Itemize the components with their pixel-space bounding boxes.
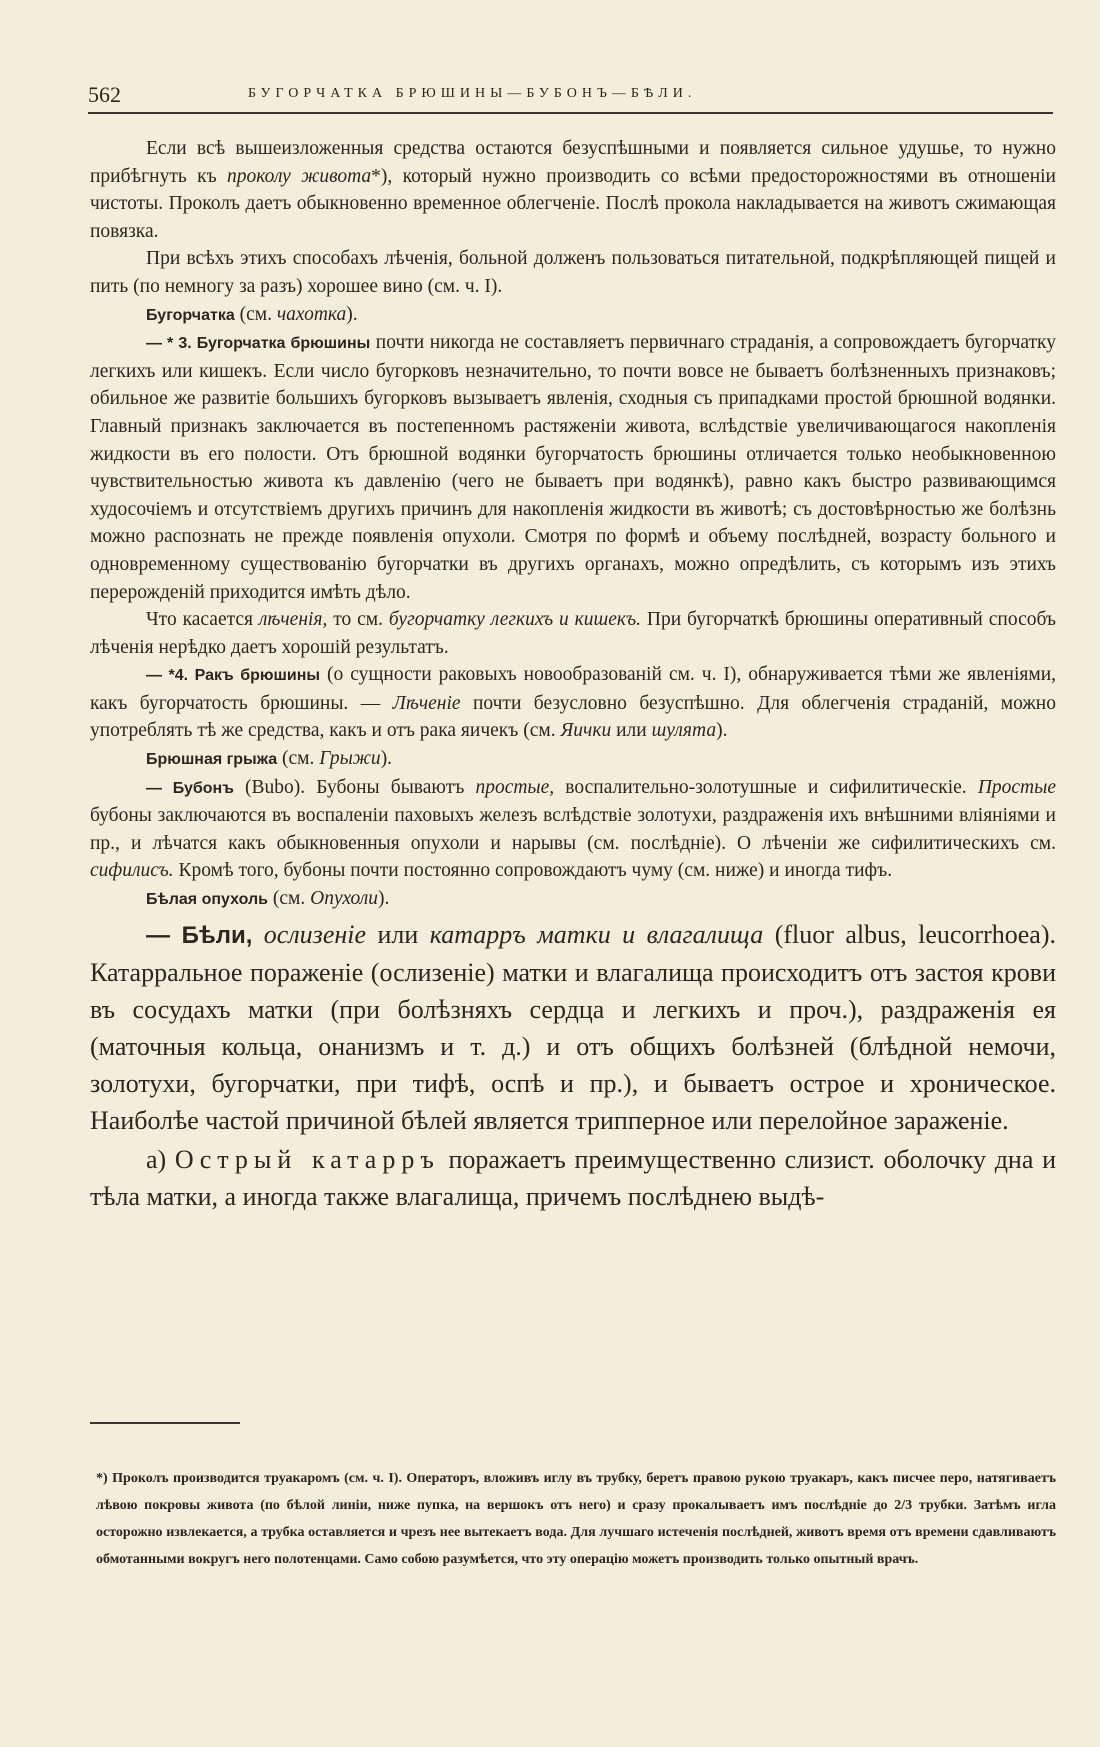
entry-bubo: — Бубонъ (Bubo). Бубоны бываютъ простые, воспалительно-золотушные и сифилитическіе. Простые бубоны заключаются въ воспаленіи паховыхъ железъ вслѣдствіе золотухи, раздраженія ихъ внѣшними вліяніями и пр., и лѣчатся какъ обыкновенныя опухоли и нарывы (см. послѣдніе). О лѣченіи же сифилитическихъ см. сифилисъ. Кромѣ того, бубоны почти постоянно сопровождаютъ чуму (см. ниже) и иногда тифъ. bbox=[90, 776, 1056, 882]
page-number: 562 bbox=[88, 82, 121, 107]
entry-chahotka: Бугорчатка (см. чахотка). bbox=[146, 303, 358, 325]
entry-leucorrhoea: — Бѣли, ослизеніе или катарръ матки и влагалища (fluor albus, leucorrhoea). Катарральное пораженіе (ослизеніе) матки и влагалища происходитъ отъ застоя крови въ сосудахъ матки (при болѣзняхъ сердца и легкихъ и проч.), раздраженія ея (маточныя кольца, онанизмъ и т. д.) и отъ общихъ болѣзней (блѣдной немочи, золотухи, бугорчатки, при тифѣ, оспѣ и пр.), и бываетъ острое и хроническое. Наиболѣе частой причиной бѣлей является трипперное или перелойное зараженіе. bbox=[90, 919, 1056, 1135]
paragraph-acute-catarrh: а) Острый катарръ поражаетъ преимущественно слизист. оболочку дна и тѣла матки, а иногда также влагалища, причемъ послѣднею выдѣ- bbox=[90, 1144, 1056, 1211]
entry-tuberculosis-peritoneum: — * 3. Бугорчатка брюшины почти никогда не составляетъ первичнаго страданія, а сопровождаетъ бугорчатку легкихъ или кишекъ. Если число бугорковъ незначительно, то почти вовсе не бываетъ болѣзненныхъ признаковъ; обильное же развитіе большихъ бугорковъ вызываетъ явленія, сходныя съ припадками простой брюшной водянки. Главный признакъ заключается въ постепенномъ растяженіи живота, вслѣдствіе увеличивающагося накопленія жидкости въ его полости. Отъ брюшной водянки бугорчатость брюшины отличается только необыкновенною чувствительностью живота къ давленію (чего не бываетъ при водянкѣ), равно какъ быстро развивающимся худосочіемъ и отсутствіемъ другихъ причинъ для накопленія жидкости въ животѣ; съ достовѣрностью же болѣзнь можно распознать не прежде появленія опухоли. Смотря по формѣ и объему послѣдней, возрасту больного и одновременному существованію бугорчатки въ другихъ органахъ, можно опредѣлить, съ которымъ изъ этихъ перерожденій приходится имѣть дѣло. bbox=[90, 332, 1056, 603]
paragraph: Если всѣ вышеизложенныя средства остаются безуспѣшными и появляется сильное удушье, то нужно прибѣгнуть къ проколу живота*), который нужно производить со всѣми предосторожностями въ отношеніи чистоты. Проколъ даетъ обыкновенно временное облегченіе. Послѣ прокола накладывается на животъ сжимающая повязка. bbox=[90, 138, 1056, 242]
entry-cancer-peritoneum: — *4. Ракъ брюшины (о сущности раковыхъ новообразованій см. ч. I), обнаруживается тѣми же явленіями, какъ бугорчатость брюшины. — Лѣченіе почти безусловно безуспѣшно. Для облегченія страданій, можно употреблять тѣ же средства, какъ и отъ рака яичекъ (см. Яички или шулята). bbox=[90, 664, 1056, 742]
footnote bbox=[96, 1465, 1056, 1573]
entry-white-swelling: Бѣлая опухоль (см. Опухоли). bbox=[146, 888, 390, 910]
footnote-rule bbox=[90, 1422, 240, 1424]
footnote-text: *) Проколъ производится труакаромъ (см. ч. I). Операторъ, вложивъ иглу въ трубку, беретъ правою рукою труакаръ, какъ писчее перо, натягиваетъ лѣвою покровы живота (по бѣлой линіи, ниже пупка, на вершокъ отъ него) и сразу прокалываетъ имъ послѣдніе до 2/3 трубки. Затѣмъ игла осторожно извлекается, а трубка оставляется и чрезъ нее вытекаетъ вода. Для лучшаго истеченія послѣдней, животъ время отъ времени сдавливаютъ обмотанными вокругъ него полотенцами. Само собою разумѣется, что эту операцію можетъ производить только опытный врачъ. bbox=[96, 1471, 1056, 1567]
page-header bbox=[88, 82, 1053, 114]
paragraph: Что касается лѣченія, то см. бугорчатку легкихъ и кишекъ. При бугорчаткѣ брюшины оперативный способъ лѣченія нерѣдко даетъ хорошій результатъ. bbox=[90, 609, 1056, 658]
entry-hernia: Брюшная грыжа (см. Грыжи). bbox=[146, 748, 393, 770]
paragraph: При всѣхъ этихъ способахъ лѣченія, больной долженъ пользоваться питательной, подкрѣпляющей пищей и пить (по немногу за разъ) хорошее вино (см. ч. I). bbox=[90, 248, 1056, 297]
running-title: БУГОРЧАТКА БРЮШИНЫ—БУБОНЪ—БѢЛИ. bbox=[248, 86, 697, 101]
main-text bbox=[90, 135, 1056, 1215]
